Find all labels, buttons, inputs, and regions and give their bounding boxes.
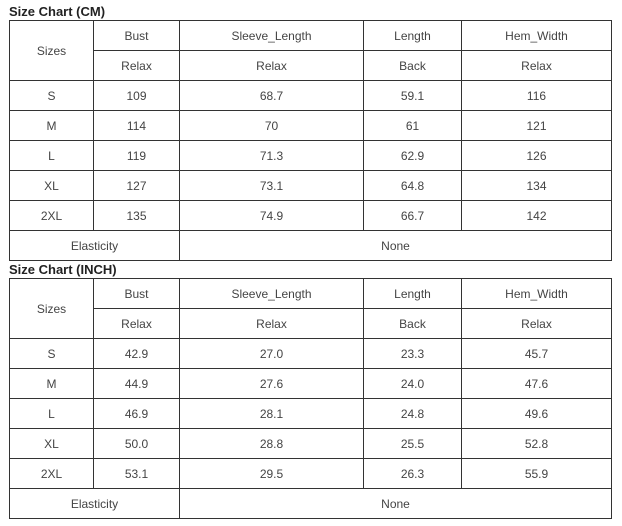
table-row [10, 171, 612, 201]
value-cell: 116 [462, 81, 612, 111]
table-row [10, 429, 612, 459]
column-header-hem-width: Hem_Width [462, 279, 612, 309]
size-cell: L [10, 141, 94, 171]
elasticity-value: None [180, 231, 612, 261]
value-cell: 49.6 [462, 399, 612, 429]
table-row [10, 81, 612, 111]
size-cell: XL [10, 429, 94, 459]
value-cell: 27.0 [180, 339, 364, 369]
value-cell: 126 [462, 141, 612, 171]
sizes-header: Sizes [10, 21, 94, 81]
value-cell: 42.9 [94, 339, 180, 369]
table-row [10, 369, 612, 399]
table-row [10, 459, 612, 489]
value-cell: 23.3 [364, 339, 462, 369]
sizes-header: Sizes [10, 279, 94, 339]
column-subheader-sleeve-length: Relax [180, 51, 364, 81]
value-cell: 25.5 [364, 429, 462, 459]
value-cell: 29.5 [180, 459, 364, 489]
column-header-sleeve-length: Sleeve_Length [180, 21, 364, 51]
value-cell: 50.0 [94, 429, 180, 459]
value-cell: 27.6 [180, 369, 364, 399]
column-subheader-sleeve-length: Relax [180, 309, 364, 339]
elasticity-label: Elasticity [10, 231, 180, 261]
value-cell: 55.9 [462, 459, 612, 489]
table-row [10, 141, 612, 171]
value-cell: 127 [94, 171, 180, 201]
value-cell: 46.9 [94, 399, 180, 429]
value-cell: 28.1 [180, 399, 364, 429]
table-row [10, 399, 612, 429]
column-subheader-hem-width: Relax [462, 51, 612, 81]
value-cell: 142 [462, 201, 612, 231]
table-row [10, 201, 612, 231]
column-header-length: Length [364, 21, 462, 51]
elasticity-row [10, 231, 612, 261]
column-header-length: Length [364, 279, 462, 309]
subheader-row [10, 51, 612, 81]
column-header-bust: Bust [94, 279, 180, 309]
value-cell: 44.9 [94, 369, 180, 399]
value-cell: 52.8 [462, 429, 612, 459]
value-cell: 109 [94, 81, 180, 111]
value-cell: 47.6 [462, 369, 612, 399]
elasticity-row [10, 489, 612, 519]
column-subheader-length: Back [364, 51, 462, 81]
subheader-row [10, 309, 612, 339]
value-cell: 74.9 [180, 201, 364, 231]
size-cell: 2XL [10, 459, 94, 489]
elasticity-label: Elasticity [10, 489, 180, 519]
value-cell: 26.3 [364, 459, 462, 489]
size-chart-inch-title: Size Chart (INCH) [9, 262, 117, 277]
value-cell: 71.3 [180, 141, 364, 171]
column-header-bust: Bust [94, 21, 180, 51]
header-row [10, 279, 612, 309]
value-cell: 134 [462, 171, 612, 201]
column-header-sleeve-length: Sleeve_Length [180, 279, 364, 309]
size-cell: L [10, 399, 94, 429]
value-cell: 53.1 [94, 459, 180, 489]
size-cell: S [10, 339, 94, 369]
size-chart-cm-table [9, 20, 612, 261]
column-subheader-length: Back [364, 309, 462, 339]
column-subheader-hem-width: Relax [462, 309, 612, 339]
value-cell: 45.7 [462, 339, 612, 369]
value-cell: 66.7 [364, 201, 462, 231]
value-cell: 62.9 [364, 141, 462, 171]
size-cell: M [10, 369, 94, 399]
value-cell: 24.0 [364, 369, 462, 399]
table-row [10, 111, 612, 141]
column-subheader-bust: Relax [94, 51, 180, 81]
value-cell: 64.8 [364, 171, 462, 201]
value-cell: 135 [94, 201, 180, 231]
size-chart-inch-table [9, 278, 612, 519]
value-cell: 70 [180, 111, 364, 141]
size-cell: 2XL [10, 201, 94, 231]
column-header-hem-width: Hem_Width [462, 21, 612, 51]
header-row [10, 21, 612, 51]
column-subheader-bust: Relax [94, 309, 180, 339]
size-cell: S [10, 81, 94, 111]
table-row [10, 339, 612, 369]
value-cell: 59.1 [364, 81, 462, 111]
value-cell: 73.1 [180, 171, 364, 201]
value-cell: 121 [462, 111, 612, 141]
size-cell: M [10, 111, 94, 141]
value-cell: 114 [94, 111, 180, 141]
value-cell: 119 [94, 141, 180, 171]
value-cell: 61 [364, 111, 462, 141]
elasticity-value: None [180, 489, 612, 519]
value-cell: 68.7 [180, 81, 364, 111]
value-cell: 28.8 [180, 429, 364, 459]
value-cell: 24.8 [364, 399, 462, 429]
size-chart-cm-title: Size Chart (CM) [9, 4, 106, 19]
size-cell: XL [10, 171, 94, 201]
